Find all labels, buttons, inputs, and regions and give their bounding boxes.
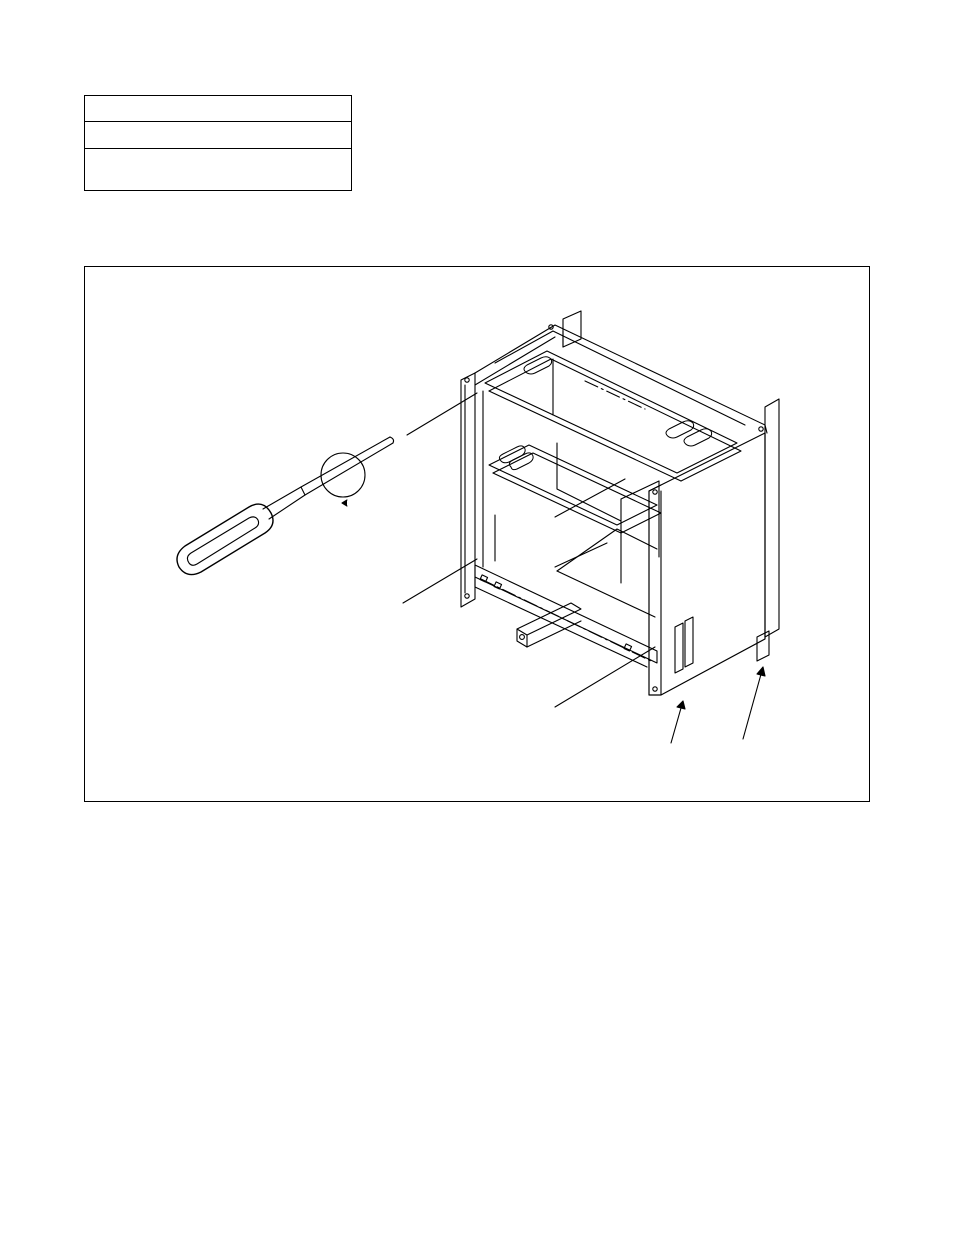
reference-table-row-2 [85, 122, 351, 149]
module-frame-icon [461, 311, 779, 695]
rotation-arrow-icon [321, 453, 365, 506]
installation-illustration [85, 267, 871, 803]
leader-lines [403, 393, 765, 743]
reference-table-row-3 [85, 149, 351, 190]
reference-table [84, 95, 352, 191]
reference-table-row-1 [85, 96, 351, 122]
figure-frame [84, 266, 870, 802]
screwdriver-icon [177, 437, 394, 575]
